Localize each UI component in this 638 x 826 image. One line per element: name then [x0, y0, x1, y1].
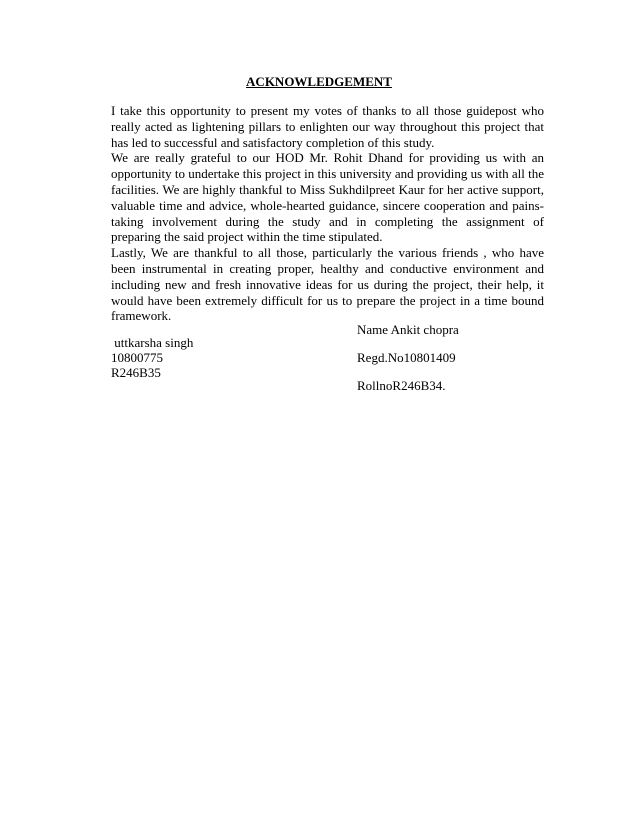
right-signature-roll: RollnoR246B34. — [357, 378, 446, 393]
acknowledgement-body — [111, 103, 544, 324]
left-signature-regd: 10800775 — [111, 350, 163, 365]
page-title: ACKNOWLEDGEMENT — [246, 74, 392, 89]
left-signature-name: uttkarsha singh — [111, 335, 194, 350]
paragraph-2: We are really grateful to our HOD Mr. Rohit Dhand for providing us with an opportunity to undertake this project in this university and providing us with all the facilities. We are highly thankful to Miss Sukhdilpreet Kaur for her active support, valuable time and advice, whole-hearted guidance, sincere cooperation and pains-taking involvement during the study and in completing the assignment of preparing the said project within the time stipulated. — [111, 150, 544, 245]
left-signature-roll: R246B35 — [111, 365, 161, 380]
paragraph-3: Lastly, We are thankful to all those, particularly the various friends , who have been instrumental in creating proper, healthy and conductive environment and including new and fresh innovative ideas for us during the project, their help, it would have been extremely difficult for us to prepare the project in a time bound framework. — [111, 245, 544, 324]
right-signature-regd: Regd.No10801409 — [357, 350, 456, 365]
paragraph-1: I take this opportunity to present my votes of thanks to all those guidepost who really acted as lightening pillars to enlighten our way throughout this project that has led to successful and satisfactory completion of this study. — [111, 103, 544, 150]
right-signature-name: Name Ankit chopra — [357, 322, 459, 337]
